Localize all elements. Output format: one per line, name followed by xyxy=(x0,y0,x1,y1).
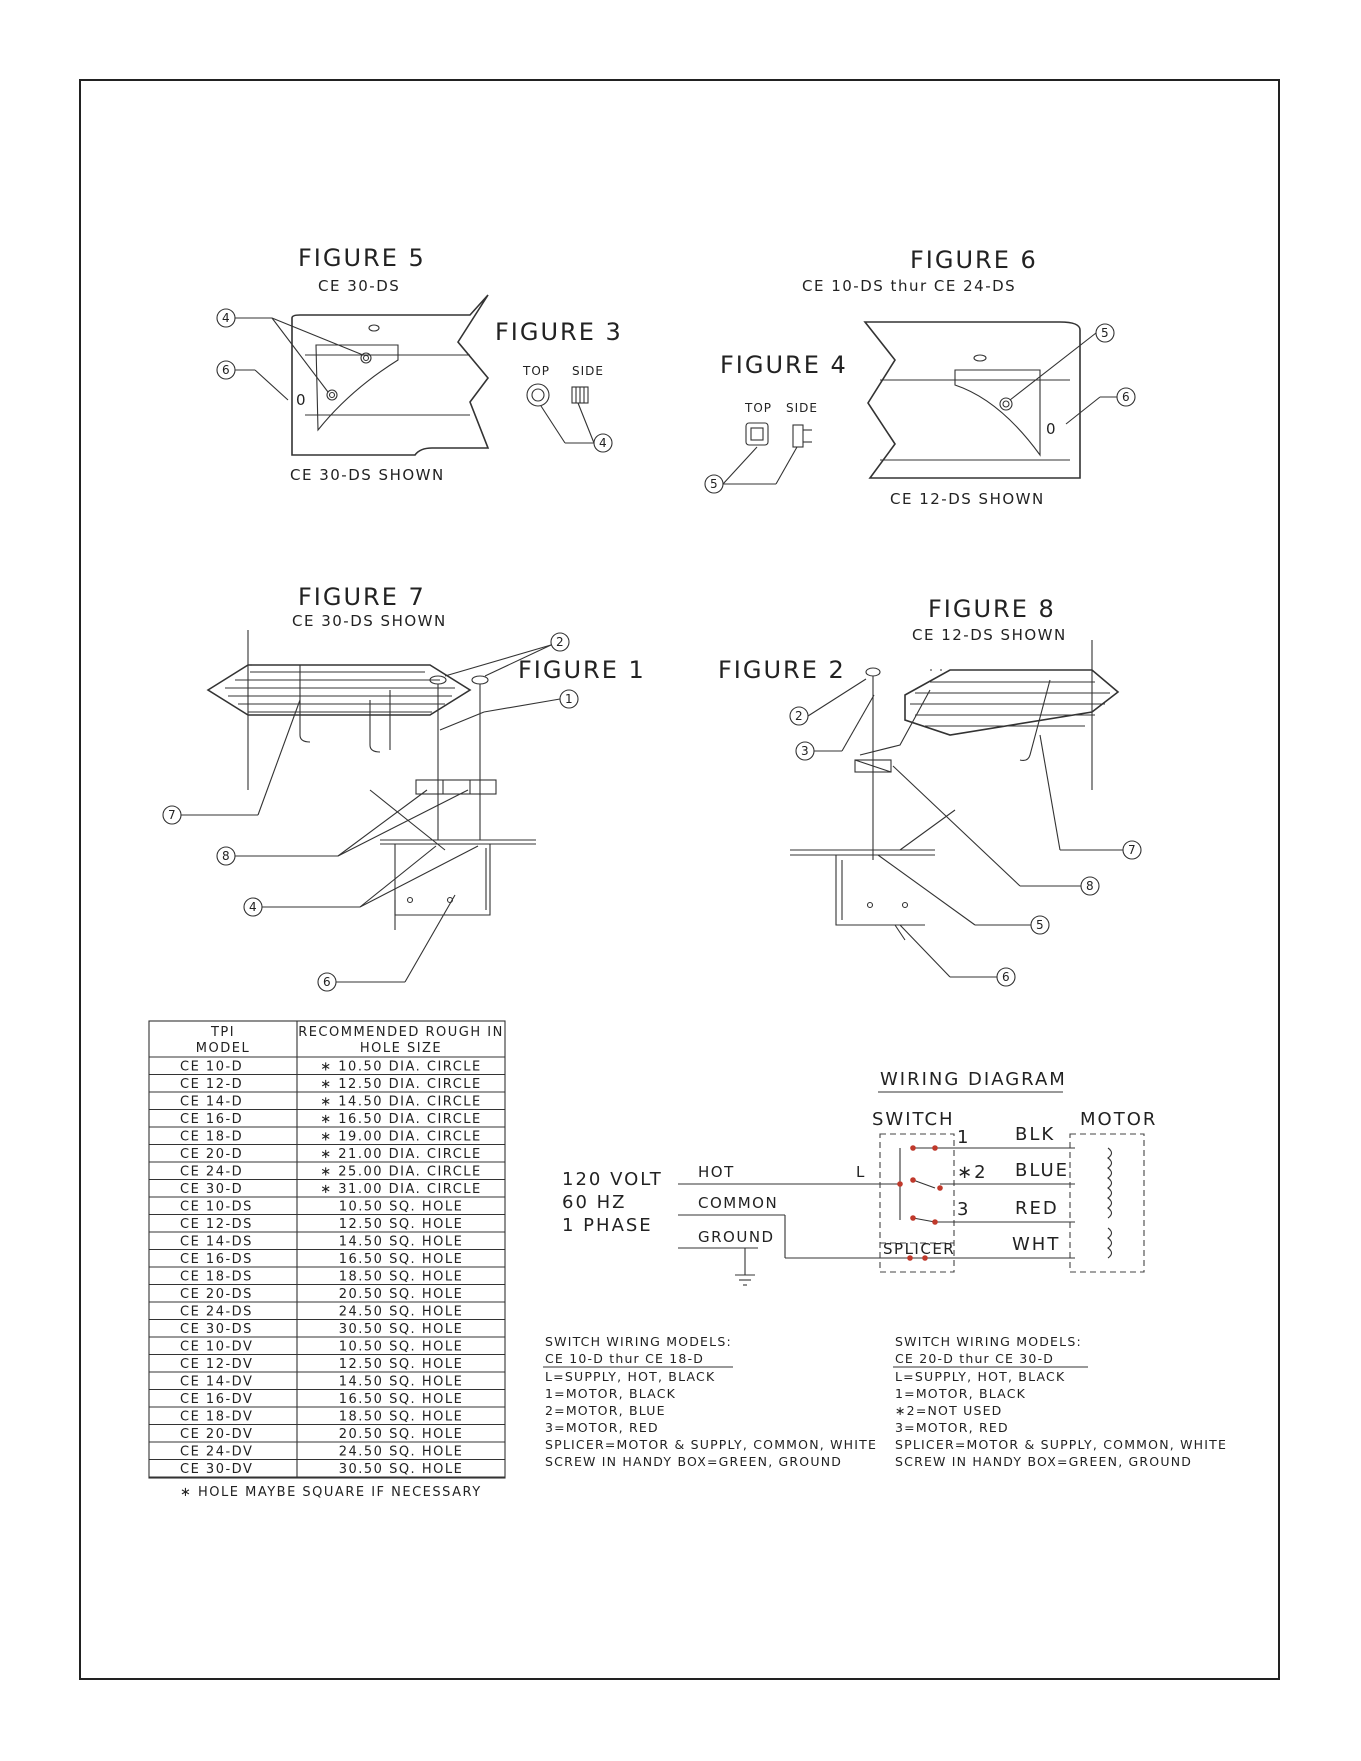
figure-8 xyxy=(790,595,1141,986)
notes-left-line: SCREW IN HANDY BOX=GREEN, GROUND xyxy=(545,1454,843,1469)
table-cell-model: CE 30-D xyxy=(180,1182,244,1197)
figure-7-subtitle: CE 30-DS SHOWN xyxy=(292,612,447,630)
callout-label: 6 xyxy=(323,975,331,989)
callout-label: 4 xyxy=(599,436,607,450)
table-body xyxy=(149,1060,505,1478)
terminal-2: ∗2 xyxy=(957,1162,988,1183)
motor-winding-2 xyxy=(1108,1228,1112,1258)
figure-3-top-view xyxy=(527,384,549,406)
wiring-title: WIRING DIAGRAM xyxy=(880,1069,1067,1090)
notes-right-line: 1=MOTOR, BLACK xyxy=(895,1386,1027,1401)
table-cell-hole-size: 20.50 SQ. HOLE xyxy=(338,1287,464,1302)
table-cell-model: CE 16-D xyxy=(180,1112,244,1127)
table-cell-model: CE 20-D xyxy=(180,1147,244,1162)
figure-8-screw-head xyxy=(866,668,880,676)
table-cell-model: CE 10-DS xyxy=(180,1199,253,1215)
hole-size-table xyxy=(149,1021,505,1500)
callout-label: 5 xyxy=(1036,918,1044,932)
notes-right-line: L=SUPPLY, HOT, BLACK xyxy=(895,1369,1066,1384)
ground-label: GROUND xyxy=(698,1228,775,1246)
notes-left-line: 2=MOTOR, BLUE xyxy=(545,1403,666,1418)
notes-right xyxy=(893,1334,1227,1469)
figure-6 xyxy=(802,246,1135,508)
table-cell-hole-size: 14.50 SQ. HOLE xyxy=(338,1234,464,1250)
table-header-size-2: HOLE SIZE xyxy=(359,1041,443,1056)
notes-left-line: 1=MOTOR, BLACK xyxy=(545,1386,677,1401)
wiring-diagram xyxy=(562,1069,1157,1285)
table-cell-hole-size: ∗ 25.00 DIA. CIRCLE xyxy=(320,1164,482,1180)
figure-4 xyxy=(705,351,848,493)
table-cell-hole-size: 20.50 SQ. HOLE xyxy=(338,1427,464,1442)
table-cell-hole-size: 24.50 SQ. HOLE xyxy=(338,1304,464,1320)
figure-5 xyxy=(217,244,488,484)
table-cell-hole-size: ∗ 19.00 DIA. CIRCLE xyxy=(320,1129,482,1145)
terminal-dot xyxy=(910,1145,916,1151)
table-cell-hole-size: 10.50 SQ. HOLE xyxy=(338,1339,464,1355)
notes-left-line: L=SUPPLY, HOT, BLACK xyxy=(545,1369,716,1384)
supply-phase: 1 PHASE xyxy=(562,1215,653,1236)
figure-1-title: FIGURE 1 xyxy=(518,656,646,684)
notes-right-line: SPLICER=MOTOR & SUPPLY, COMMON, WHITE xyxy=(895,1437,1228,1452)
figure-5-caption: CE 30-DS SHOWN xyxy=(290,466,445,484)
table-cell-model: CE 14-DS xyxy=(180,1234,253,1250)
figure-8-grille xyxy=(905,670,1118,735)
notes-left-models: CE 10-D thur CE 18-D xyxy=(545,1351,705,1366)
table-cell-model: CE 24-DV xyxy=(180,1444,254,1460)
table-cell-model: CE 14-DV xyxy=(180,1374,254,1390)
table-cell-hole-size: 30.50 SQ. HOLE xyxy=(338,1322,464,1337)
figure-4-top-label: TOP xyxy=(745,401,773,415)
figure-3-side-label: SIDE xyxy=(572,364,604,378)
table-cell-hole-size: 16.50 SQ. HOLE xyxy=(338,1392,464,1407)
figure-6-subtitle: CE 10-DS thur CE 24-DS xyxy=(802,277,1017,295)
figure-5-screw xyxy=(327,390,337,400)
figure-7 xyxy=(163,583,578,991)
table-cell-model: CE 20-DV xyxy=(180,1427,254,1442)
motor-winding-1 xyxy=(1108,1148,1112,1218)
callout-label: 7 xyxy=(168,808,176,822)
figure-8-title: FIGURE 8 xyxy=(928,595,1056,623)
figure-7-title: FIGURE 7 xyxy=(298,583,426,611)
notes-left-line: SPLICER=MOTOR & SUPPLY, COMMON, WHITE xyxy=(545,1437,878,1452)
figure-6-housing-outline xyxy=(865,322,1080,478)
supply-voltage: 120 VOLT xyxy=(562,1169,663,1190)
switch-label: SWITCH xyxy=(872,1109,955,1130)
wire-label-red: RED xyxy=(1015,1198,1059,1219)
figure-4-side-view xyxy=(793,425,803,447)
motor-box xyxy=(1070,1134,1144,1272)
callout-label: 5 xyxy=(1101,326,1109,340)
figure-7-handy-box xyxy=(395,844,490,915)
notes-right-line: ∗2=NOT USED xyxy=(895,1403,1003,1418)
switch-contact-2 xyxy=(913,1180,935,1188)
terminal-dot xyxy=(910,1177,916,1183)
table-header-model-2: MODEL xyxy=(195,1041,251,1056)
table-cell-hole-size: 14.50 SQ. HOLE xyxy=(338,1374,464,1390)
figure-6-caption: CE 12-DS SHOWN xyxy=(890,490,1045,508)
notes-right-line: SCREW IN HANDY BOX=GREEN, GROUND xyxy=(895,1454,1193,1469)
table-cell-hole-size: 30.50 SQ. HOLE xyxy=(338,1462,464,1477)
callout-label: 2 xyxy=(795,709,803,723)
notes-right-title: SWITCH WIRING MODELS: xyxy=(895,1334,1082,1349)
table-cell-hole-size: ∗ 31.00 DIA. CIRCLE xyxy=(320,1182,482,1197)
figure-5-title: FIGURE 5 xyxy=(298,244,426,272)
table-cell-hole-size: 10.50 SQ. HOLE xyxy=(338,1199,464,1215)
table-cell-model: CE 18-D xyxy=(180,1129,244,1145)
figure-8-subtitle: CE 12-DS SHOWN xyxy=(912,626,1067,644)
table-cell-model: CE 12-DV xyxy=(180,1357,254,1372)
callout-label: 1 xyxy=(565,692,573,706)
wire-label-blk: BLK xyxy=(1015,1124,1056,1145)
table-footnote: ∗ HOLE MAYBE SQUARE IF NECESSARY xyxy=(180,1485,482,1500)
table-cell-hole-size: ∗ 14.50 DIA. CIRCLE xyxy=(320,1094,482,1110)
figure-3-top-label: TOP xyxy=(523,364,551,378)
callout-label: 4 xyxy=(249,900,257,914)
callout-label: 4 xyxy=(222,311,230,325)
figure-6-zero-mark: 0 xyxy=(1046,420,1058,438)
figure-7-spacer xyxy=(416,780,496,794)
table-header-size-1: RECOMMENDED ROUGH IN xyxy=(298,1025,504,1040)
figure-5-subtitle: CE 30-DS xyxy=(318,277,401,295)
callout-label: 3 xyxy=(801,744,809,758)
terminal-dot xyxy=(932,1145,938,1151)
callout-label: 6 xyxy=(1002,970,1010,984)
terminal-dot xyxy=(932,1219,938,1225)
supply-frequency: 60 HZ xyxy=(562,1192,627,1213)
table-header-model-1: TPI xyxy=(210,1025,236,1040)
terminal-dot xyxy=(897,1181,903,1187)
switch-contact-3 xyxy=(913,1218,935,1222)
notes-left-line: 3=MOTOR, RED xyxy=(545,1420,659,1435)
table-cell-hole-size: 24.50 SQ. HOLE xyxy=(338,1444,464,1460)
table-cell-hole-size: 16.50 SQ. HOLE xyxy=(338,1252,464,1267)
table-cell-model: CE 10-D xyxy=(180,1059,244,1075)
table-cell-model: CE 18-DV xyxy=(180,1409,254,1425)
table-cell-hole-size: 12.50 SQ. HOLE xyxy=(338,1217,464,1232)
table-cell-model: CE 16-DS xyxy=(180,1252,253,1267)
figure-5-housing-outline xyxy=(292,295,488,455)
terminal-dot xyxy=(910,1215,916,1221)
wire-label-blue: BLUE xyxy=(1015,1160,1070,1181)
figure-6-slot xyxy=(974,355,986,361)
table-cell-model: CE 10-DV xyxy=(180,1339,254,1355)
table-cell-model: CE 12-D xyxy=(180,1077,244,1092)
figure-8-handy-box xyxy=(836,855,925,925)
figure-3 xyxy=(495,318,623,452)
table-cell-model: CE 16-DV xyxy=(180,1392,254,1407)
table-cell-model: CE 24-D xyxy=(180,1164,244,1180)
callout-label: 6 xyxy=(222,363,230,377)
terminal-1: 1 xyxy=(957,1127,971,1148)
notes-right-line: 3=MOTOR, RED xyxy=(895,1420,1009,1435)
terminal-l: L xyxy=(856,1163,866,1181)
figure-4-top-view xyxy=(746,423,768,445)
figure-5-bracket xyxy=(316,345,398,430)
figure-3-title: FIGURE 3 xyxy=(495,318,623,346)
common-label: COMMON xyxy=(698,1194,779,1212)
table-cell-hole-size: ∗ 12.50 DIA. CIRCLE xyxy=(320,1077,482,1092)
splicer-label: SPLICER xyxy=(883,1240,956,1258)
table-cell-hole-size: ∗ 16.50 DIA. CIRCLE xyxy=(320,1112,482,1127)
table-cell-model: CE 14-D xyxy=(180,1094,244,1110)
callout-label: 8 xyxy=(222,849,230,863)
table-cell-model: CE 30-DS xyxy=(180,1322,253,1337)
figure-5-zero-mark: 0 xyxy=(296,391,308,409)
callout-label: 8 xyxy=(1086,879,1094,893)
table-cell-hole-size: 18.50 SQ. HOLE xyxy=(338,1409,464,1425)
figure-5-slot xyxy=(369,325,379,331)
notes-left-title: SWITCH WIRING MODELS: xyxy=(545,1334,732,1349)
figure-6-title: FIGURE 6 xyxy=(910,246,1038,274)
table-cell-model: CE 12-DS xyxy=(180,1217,253,1232)
figure-7-screw-head xyxy=(472,676,488,684)
callout-label: 7 xyxy=(1128,843,1136,857)
figure-4-title: FIGURE 4 xyxy=(720,351,848,379)
callout-label: 5 xyxy=(710,477,718,491)
figure-6-bracket xyxy=(955,370,1040,455)
table-cell-model: CE 20-DS xyxy=(180,1287,253,1302)
table-cell-hole-size: ∗ 10.50 DIA. CIRCLE xyxy=(320,1059,482,1075)
callout-label: 6 xyxy=(1122,390,1130,404)
motor-label: MOTOR xyxy=(1080,1109,1158,1130)
table-cell-hole-size: ∗ 21.00 DIA. CIRCLE xyxy=(320,1147,482,1162)
terminal-dot xyxy=(937,1185,943,1191)
table-cell-model: CE 30-DV xyxy=(180,1462,254,1477)
notes-right-models: CE 20-D thur CE 30-D xyxy=(895,1351,1055,1366)
table-cell-model: CE 18-DS xyxy=(180,1269,253,1285)
table-cell-hole-size: 12.50 SQ. HOLE xyxy=(338,1357,464,1372)
table-cell-model: CE 24-DS xyxy=(180,1304,253,1320)
callout-label: 2 xyxy=(556,635,564,649)
figure-2-title: FIGURE 2 xyxy=(718,656,846,684)
wire-label-wht: WHT xyxy=(1012,1234,1061,1255)
hot-label: HOT xyxy=(698,1163,735,1181)
figure-4-side-label: SIDE xyxy=(786,401,818,415)
terminal-3: 3 xyxy=(957,1199,971,1220)
table-cell-hole-size: 18.50 SQ. HOLE xyxy=(338,1269,464,1285)
notes-left xyxy=(543,1334,877,1469)
